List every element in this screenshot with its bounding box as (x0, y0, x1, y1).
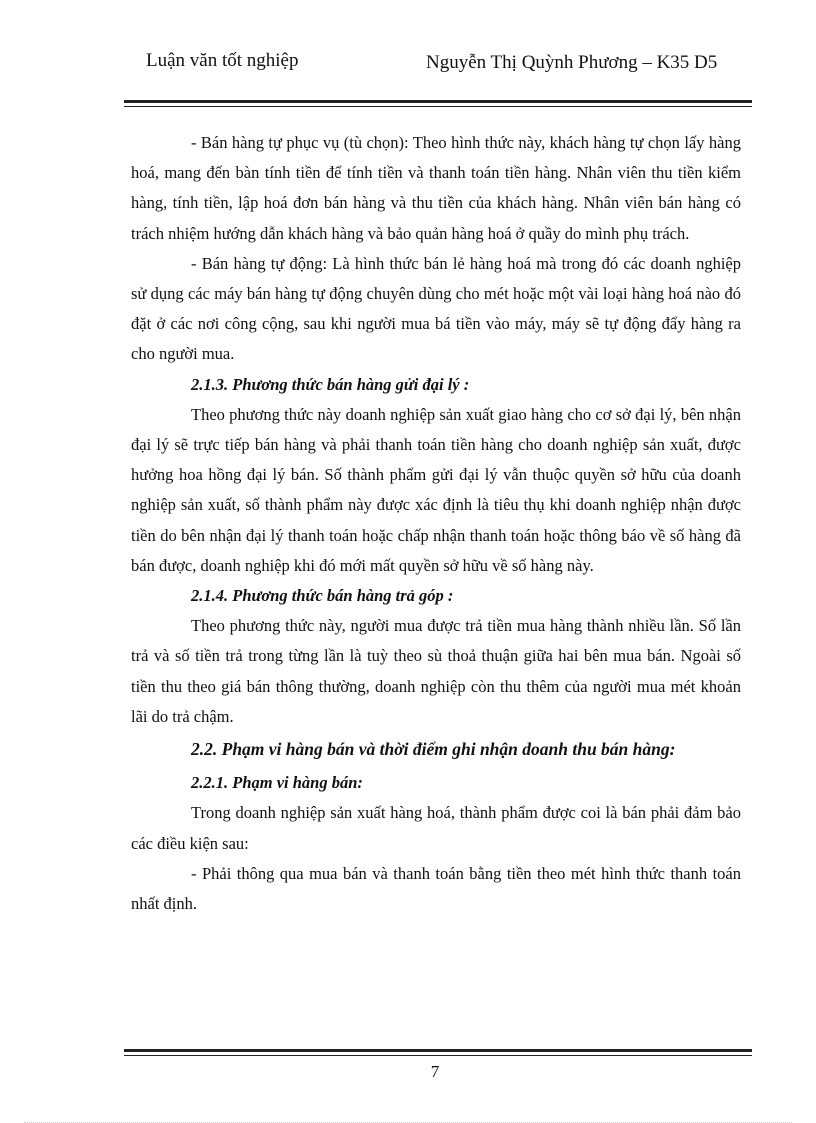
chapter-heading: 2.2. Phạm vi hàng bán và thời điểm ghi nhận doanh thu bán hàng: (191, 739, 676, 760)
header-rule (124, 100, 752, 107)
page-number: 7 (430, 1062, 440, 1081)
page-header-right: Nguyễn Thị Quỳnh Phương – K35 D5 (426, 52, 718, 73)
paragraph: Theo phương thức này doanh nghiệp sản xuất giao hàng cho cơ sở đại lý, bên nhận đại lý sẽ trực tiếp bán hàng và phải thanh toán tiền hàng cho doanh nghiệp sản xuất, được hưởng hoa hồng đại lý bán. Số thành phẩm gửi đại lý vẫn thuộc quyền sở hữu của doanh nghiệp sản xuất, số thành phẩm này được xác định là tiêu thụ khi doanh nghiệp nhận được tiền do bên nhận đại lý thanh toán hoặc chấp nhận thanh toán hoặc thông báo về số hàng đã bán được, doanh nghiệp khi đó mới mất quyền sở hữu về số hàng này. (131, 404, 741, 575)
paragraph: - Bán hàng tự phục vụ (tù chọn): Theo hình thức này, khách hàng tự chọn lấy hàng hoá, mang đến bàn tính tiền để tính tiền và thanh toán tiền hàng. Nhân viên thu tiền kiểm hàng, tính tiền, lập hoá đơn bán hàng và thu tiền của khách hàng. Nhân viên bán hàng có trách nhiệm hướng dẫn khách hàng và bảo quản hàng hoá ở quầy do mình phụ trách. (131, 133, 741, 243)
paragraph: - Bán hàng tự động: Là hình thức bán lẻ hàng hoá mà trong đó các doanh nghiệp sử dụng các máy bán hàng tự động chuyên dùng cho mét hoặc một vài loại hàng hoá nào đó đặt ở các nơi công cộng, sau khi người mua bá tiền vào máy, máy sẽ tự động đẩy hàng ra cho người mua. (131, 253, 741, 364)
paragraph: Theo phương thức này, người mua được trả tiền mua hàng thành nhiều lần. Số lần trả và số tiền trả trong từng lần là tuỳ theo sù thoả thuận giữa hai bên mua bán. Ngoài số tiền thu theo giá bán thông thường, doanh nghiệp còn thu thêm của người mua mét khoản lãi do trả chậm. (131, 616, 741, 726)
page-header-left: Luận văn tốt nghiệp (146, 50, 299, 71)
paragraph: Trong doanh nghiệp sản xuất hàng hoá, thành phẩm được coi là bán phải đảm bảo các điều kiện sau: (131, 803, 741, 853)
section-heading: 2.2.1. Phạm vi hàng bán: (191, 773, 363, 793)
section-heading: 2.1.4. Phương thức bán hàng trả góp : (191, 586, 454, 606)
paragraph: - Phải thông qua mua bán và thanh toán bằng tiền theo mét hình thức thanh toán nhất định. (131, 863, 741, 914)
document-body (131, 128, 741, 919)
footer-rule (124, 1049, 752, 1056)
section-heading: 2.1.3. Phương thức bán hàng gửi đại lý : (191, 374, 470, 394)
